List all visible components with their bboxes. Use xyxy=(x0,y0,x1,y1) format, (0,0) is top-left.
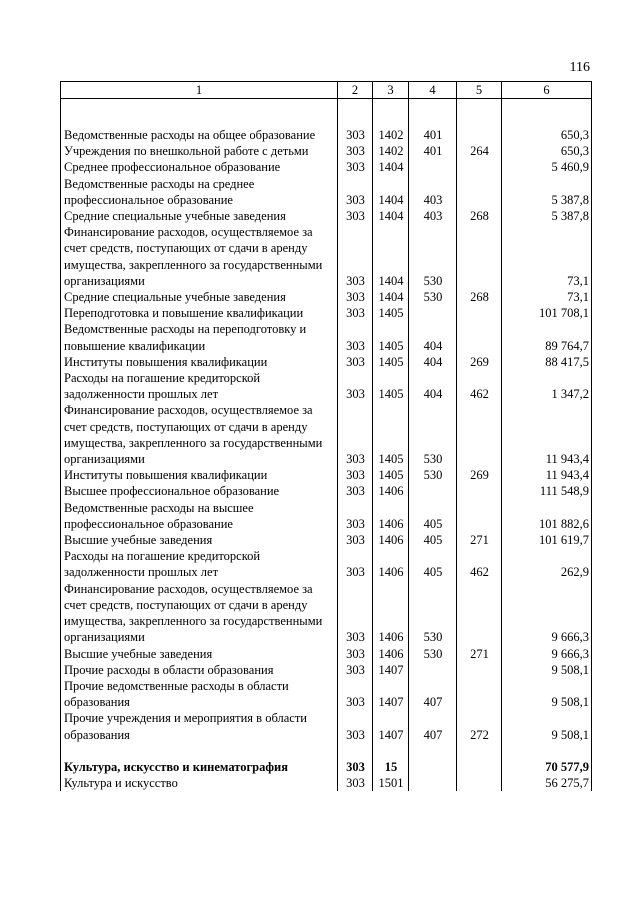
row-name: Прочие учреждения и мероприятия в области образования xyxy=(61,710,338,742)
row-expense-code: 272 xyxy=(457,710,502,742)
row-chapter-code: 303 xyxy=(338,467,373,483)
row-chapter-code: 303 xyxy=(338,370,373,402)
row-section-code: 1406 xyxy=(373,646,409,662)
row-target-code xyxy=(409,159,457,175)
row-expense-code xyxy=(457,678,502,710)
row-amount: 89 764,7 xyxy=(502,321,592,353)
row-target-code: 530 xyxy=(409,646,457,662)
row-expense-code xyxy=(457,759,502,775)
row-expense-code: 462 xyxy=(457,370,502,402)
row-chapter-code: 303 xyxy=(338,759,373,775)
table-row xyxy=(61,548,592,580)
row-chapter-code: 303 xyxy=(338,224,373,289)
row-expense-code: 268 xyxy=(457,208,502,224)
table-row xyxy=(61,224,592,289)
row-expense-code xyxy=(457,321,502,353)
row-expense-code: 462 xyxy=(457,548,502,580)
table-row xyxy=(61,159,592,175)
row-section-code: 1404 xyxy=(373,159,409,175)
row-chapter-code: 303 xyxy=(338,402,373,467)
row-amount: 9 508,1 xyxy=(502,710,592,742)
row-section-code: 1405 xyxy=(373,354,409,370)
row-amount: 650,3 xyxy=(502,127,592,143)
table-row xyxy=(61,354,592,370)
row-name: Переподготовка и повышение квалификации xyxy=(61,305,338,321)
row-amount: 56 275,7 xyxy=(502,775,592,791)
column-header: 1 xyxy=(61,82,338,99)
row-amount: 650,3 xyxy=(502,143,592,159)
row-amount: 70 577,9 xyxy=(502,759,592,775)
table-row xyxy=(61,467,592,483)
row-expense-code xyxy=(457,402,502,467)
row-name: Учреждения по внешкольной работе с детьми xyxy=(61,143,338,159)
row-amount: 11 943,4 xyxy=(502,402,592,467)
row-section-code: 1404 xyxy=(373,176,409,208)
table-row xyxy=(61,678,592,710)
row-chapter-code: 303 xyxy=(338,354,373,370)
row-name: Средние специальные учебные заведения xyxy=(61,208,338,224)
row-expense-code xyxy=(457,127,502,143)
row-target-code xyxy=(409,483,457,499)
row-target-code: 405 xyxy=(409,500,457,532)
row-chapter-code: 303 xyxy=(338,208,373,224)
row-expense-code: 269 xyxy=(457,354,502,370)
row-amount: 5 460,9 xyxy=(502,159,592,175)
row-section-code: 1404 xyxy=(373,289,409,305)
row-amount: 88 417,5 xyxy=(502,354,592,370)
row-name: Среднее профессиональное образование xyxy=(61,159,338,175)
column-header: 2 xyxy=(338,82,373,99)
row-section-code: 1405 xyxy=(373,321,409,353)
row-expense-code xyxy=(457,176,502,208)
row-name: Расходы на погашение кредиторской задолженности прошлых лет xyxy=(61,370,338,402)
row-chapter-code: 303 xyxy=(338,127,373,143)
table-row xyxy=(61,143,592,159)
row-name: Ведомственные расходы на высшее профессиональное образование xyxy=(61,500,338,532)
column-header: 5 xyxy=(457,82,502,99)
row-target-code: 404 xyxy=(409,370,457,402)
table-row xyxy=(61,483,592,499)
table-body xyxy=(61,99,592,792)
row-amount: 9 508,1 xyxy=(502,678,592,710)
row-section-code: 1406 xyxy=(373,500,409,532)
row-chapter-code: 303 xyxy=(338,678,373,710)
row-name: Финансирование расходов, осуществляемое за счет средств, поступающих от сдачи в аренду имущества, закрепленного за государственными организациями xyxy=(61,402,338,467)
table-row xyxy=(61,321,592,353)
row-target-code: 403 xyxy=(409,208,457,224)
row-name: Прочие ведомственные расходы в области образования xyxy=(61,678,338,710)
row-section-code: 1406 xyxy=(373,483,409,499)
row-name: Высшие учебные заведения xyxy=(61,646,338,662)
row-section-code: 1405 xyxy=(373,402,409,467)
row-chapter-code: 303 xyxy=(338,483,373,499)
row-expense-code: 271 xyxy=(457,646,502,662)
row-expense-code xyxy=(457,775,502,791)
row-section-code: 1407 xyxy=(373,710,409,742)
row-chapter-code: 303 xyxy=(338,321,373,353)
table-row xyxy=(61,581,592,646)
row-target-code: 403 xyxy=(409,176,457,208)
row-expense-code xyxy=(457,483,502,499)
row-target-code xyxy=(409,759,457,775)
row-name: Прочие расходы в области образования xyxy=(61,662,338,678)
row-name: Высшее профессиональное образование xyxy=(61,483,338,499)
row-target-code xyxy=(409,305,457,321)
table-row xyxy=(61,127,592,143)
spacer-row xyxy=(61,99,592,128)
row-expense-code xyxy=(457,305,502,321)
row-name: Расходы на погашение кредиторской задолженности прошлых лет xyxy=(61,548,338,580)
row-expense-code xyxy=(457,224,502,289)
row-chapter-code: 303 xyxy=(338,500,373,532)
row-name: Культура и искусство xyxy=(61,775,338,791)
row-section-code: 1405 xyxy=(373,467,409,483)
row-expense-code xyxy=(457,662,502,678)
row-amount: 9 666,3 xyxy=(502,581,592,646)
row-target-code: 401 xyxy=(409,127,457,143)
row-target-code xyxy=(409,775,457,791)
table-header xyxy=(61,82,592,99)
row-target-code: 530 xyxy=(409,581,457,646)
row-section-code: 1406 xyxy=(373,548,409,580)
table-row xyxy=(61,289,592,305)
row-section-code: 1406 xyxy=(373,532,409,548)
row-target-code: 407 xyxy=(409,678,457,710)
row-section-code: 1407 xyxy=(373,662,409,678)
row-chapter-code: 303 xyxy=(338,662,373,678)
row-target-code: 405 xyxy=(409,532,457,548)
column-header: 6 xyxy=(502,82,592,99)
table-row xyxy=(61,176,592,208)
row-amount: 101 619,7 xyxy=(502,532,592,548)
row-target-code: 530 xyxy=(409,402,457,467)
table-row xyxy=(61,532,592,548)
row-name: Ведомственные расходы на среднее профессиональное образование xyxy=(61,176,338,208)
row-name: Финансирование расходов, осуществляемое за счет средств, поступающих от сдачи в аренду имущества, закрепленного за государственными организациями xyxy=(61,581,338,646)
row-chapter-code: 303 xyxy=(338,176,373,208)
row-amount: 5 387,8 xyxy=(502,208,592,224)
row-chapter-code: 303 xyxy=(338,532,373,548)
row-target-code: 530 xyxy=(409,224,457,289)
row-section-code: 1405 xyxy=(373,370,409,402)
table-row xyxy=(61,662,592,678)
row-section-code: 1404 xyxy=(373,224,409,289)
row-expense-code xyxy=(457,500,502,532)
row-target-code: 407 xyxy=(409,710,457,742)
row-expense-code: 269 xyxy=(457,467,502,483)
row-amount: 11 943,4 xyxy=(502,467,592,483)
row-amount: 73,1 xyxy=(502,224,592,289)
row-name: Институты повышения квалификации xyxy=(61,354,338,370)
table-row xyxy=(61,759,592,775)
row-chapter-code: 303 xyxy=(338,159,373,175)
table-row xyxy=(61,646,592,662)
budget-table xyxy=(60,81,592,791)
row-section-code: 15 xyxy=(373,759,409,775)
row-section-code: 1404 xyxy=(373,208,409,224)
row-section-code: 1405 xyxy=(373,305,409,321)
row-section-code: 1406 xyxy=(373,581,409,646)
row-name: Ведомственные расходы на переподготовку и повышение квалификации xyxy=(61,321,338,353)
table-row xyxy=(61,710,592,742)
row-name: Финансирование расходов, осуществляемое за счет средств, поступающих от сдачи в аренду имущества, закрепленного за государственными организациями xyxy=(61,224,338,289)
row-expense-code: 264 xyxy=(457,143,502,159)
table-row xyxy=(61,370,592,402)
row-chapter-code: 303 xyxy=(338,548,373,580)
row-expense-code: 268 xyxy=(457,289,502,305)
table-row xyxy=(61,402,592,467)
row-target-code: 405 xyxy=(409,548,457,580)
row-chapter-code: 303 xyxy=(338,289,373,305)
row-amount: 9 666,3 xyxy=(502,646,592,662)
row-amount: 1 347,2 xyxy=(502,370,592,402)
row-target-code: 530 xyxy=(409,467,457,483)
row-target-code: 401 xyxy=(409,143,457,159)
row-section-code: 1402 xyxy=(373,127,409,143)
row-amount: 262,9 xyxy=(502,548,592,580)
row-chapter-code: 303 xyxy=(338,581,373,646)
row-name: Ведомственные расходы на общее образование xyxy=(61,127,338,143)
row-amount: 101 882,6 xyxy=(502,500,592,532)
row-chapter-code: 303 xyxy=(338,143,373,159)
column-header: 3 xyxy=(373,82,409,99)
table-row xyxy=(61,208,592,224)
row-section-code: 1501 xyxy=(373,775,409,791)
row-chapter-code: 303 xyxy=(338,305,373,321)
row-expense-code: 271 xyxy=(457,532,502,548)
page-number: 116 xyxy=(569,60,590,75)
row-name: Средние специальные учебные заведения xyxy=(61,289,338,305)
row-chapter-code: 303 xyxy=(338,710,373,742)
row-chapter-code: 303 xyxy=(338,775,373,791)
row-section-code: 1402 xyxy=(373,143,409,159)
row-chapter-code: 303 xyxy=(338,646,373,662)
row-name: Высшие учебные заведения xyxy=(61,532,338,548)
table-row xyxy=(61,500,592,532)
row-target-code: 404 xyxy=(409,354,457,370)
row-expense-code xyxy=(457,159,502,175)
row-amount: 73,1 xyxy=(502,289,592,305)
row-amount: 101 708,1 xyxy=(502,305,592,321)
column-header: 4 xyxy=(409,82,457,99)
row-amount: 9 508,1 xyxy=(502,662,592,678)
row-expense-code xyxy=(457,581,502,646)
row-amount: 5 387,8 xyxy=(502,176,592,208)
row-name: Институты повышения квалификации xyxy=(61,467,338,483)
row-target-code: 404 xyxy=(409,321,457,353)
table-row xyxy=(61,305,592,321)
table-row xyxy=(61,775,592,791)
row-name: Культура, искусство и кинематография xyxy=(61,759,338,775)
row-target-code xyxy=(409,662,457,678)
spacer-row xyxy=(61,743,592,759)
row-target-code: 530 xyxy=(409,289,457,305)
row-amount: 111 548,9 xyxy=(502,483,592,499)
row-section-code: 1407 xyxy=(373,678,409,710)
